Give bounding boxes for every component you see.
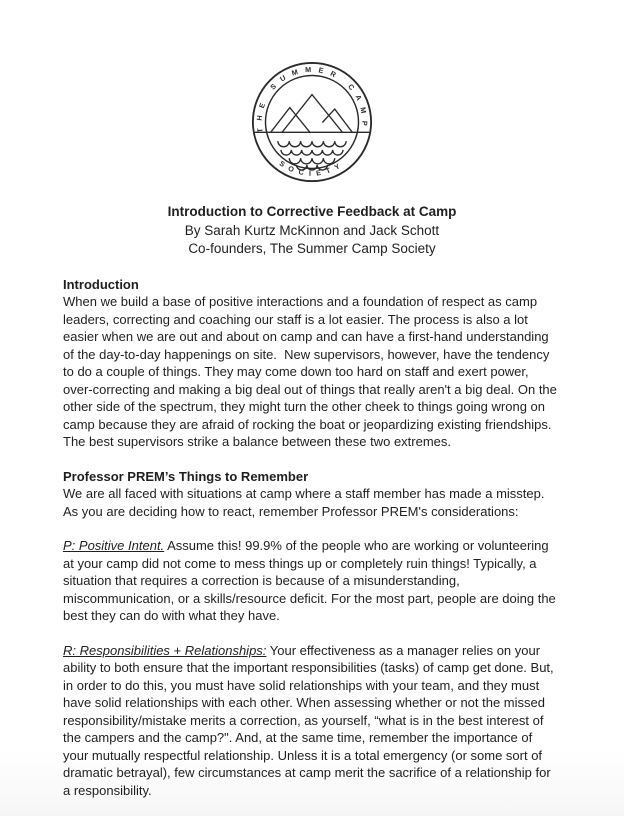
paragraph: [63, 485, 561, 520]
paragraph-text: Assume this! 99.9% of the people who are working or volunteering at your camp did not come to mess things up or completely ruin things! Typically, a situation that requires a correction is because of a misunderstanding, miscommunication, or a skills/resource deficit. For the most part, people are doing the best they can do with what they have.: [63, 538, 560, 623]
document-affiliation: Co-founders, The Summer Camp Society: [188, 241, 436, 256]
document-byline: By Sarah Kurtz McKinnon and Jack Schott: [184, 222, 440, 238]
summer-camp-society-logo: [250, 60, 374, 184]
mountains-icon: [271, 95, 353, 133]
section-heading: Introduction: [63, 276, 139, 292]
document-title: Introduction to Corrective Feedback at Camp: [167, 204, 457, 219]
title-block: [63, 203, 561, 259]
logo-arc-text-top: THE SUMMER CAMP: [254, 65, 370, 134]
paragraph-lead: P: Positive Intent.: [63, 538, 165, 553]
logo-arc-text-bottom: SOCIETY: [277, 158, 347, 178]
section-introduction: [63, 276, 561, 451]
paragraph-text: When we build a base of positive interactions and a foundation of respect as camp leaders, correcting and coaching our staff is a lot easier. The process is also a lot easier when we are out and about on camp and can have a first-hand understanding of the day-to-day happenings on site. New supervisors, however, have the tendency to do a couple of things. They may come down too hard on staff and exert power, over-correcting and making a big deal out of things that really aren't a big deal. On the other side of the spectrum, they might turn the other cheek to things going wrong on camp because they are afraid of rocking the boat or jeopardizing existing friendships. The best supervisors strike a balance between these two extremes.: [63, 294, 561, 449]
paragraph-lead: R: Responsibilities + Relationships:: [63, 642, 267, 658]
paragraph-text: Your effectiveness as a manager relies on your ability to both ensure that the important responsibilities (tasks) of camp get done. But, in order to do this, you must have solid relationships with your team, and they must have solid relationships with each other. When assessing whether or not the missed responsibility/mistake merits a correction, as yourself, “what is in the best interest of the campers and the camp?". And, at the same time, remember the importance of your mutually respectful relationship. Unless it is a total emergency (or some sort of dramatic betrayal), few circumstances at camp merit the sacrifice of a relationship for a responsibility.: [63, 642, 558, 798]
paragraph-text: We are all faced with situations at camp where a staff member has made a misstep. As you are deciding how to react, remember Professor PREM's considerations:: [63, 486, 548, 519]
logo-outer-circle: [253, 63, 371, 181]
paragraph-responsibilities-relationships: [63, 642, 561, 800]
logo-container: [63, 0, 561, 189]
paragraph: [63, 293, 561, 451]
section-professor-prem: [63, 468, 561, 800]
section-heading: Professor PREM’s Things to Remember: [63, 468, 309, 484]
paragraph-positive-intent: [63, 537, 561, 625]
